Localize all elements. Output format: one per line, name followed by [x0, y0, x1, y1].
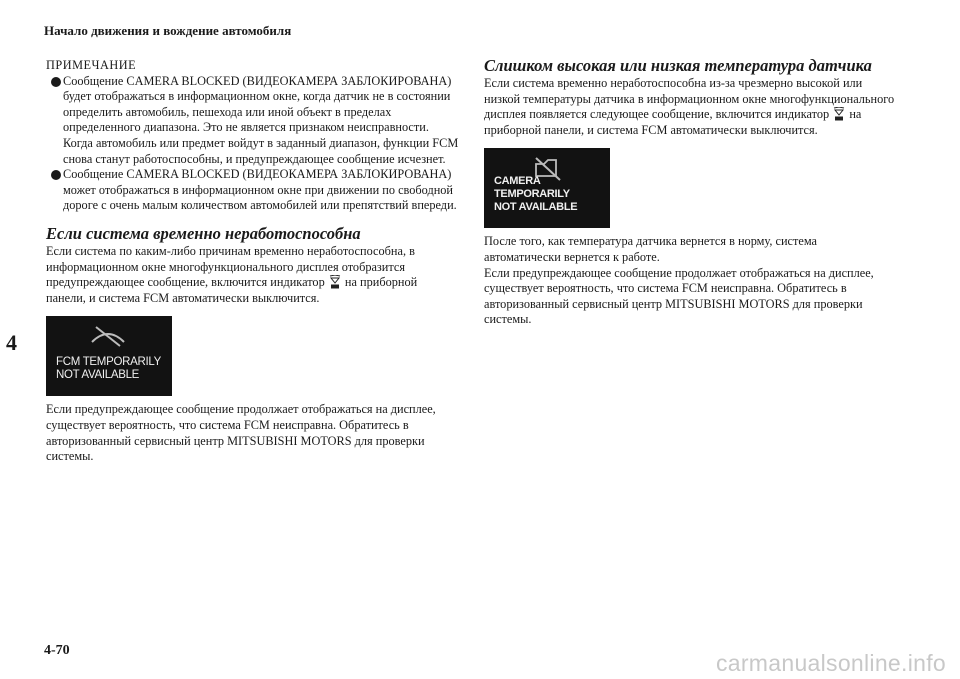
page-header: Начало движения и вождение автомобиля	[44, 23, 292, 38]
paragraph-text: на приборной панели, и система FCM автоматически выключится.	[484, 107, 862, 137]
paragraph-inoperative-intro	[46, 244, 460, 306]
paragraph-temperature-intro	[484, 76, 896, 138]
screen-line-1: FCM TEMPORARILY	[56, 356, 161, 369]
page-number: 4-70	[44, 643, 70, 658]
fcm-crossed-icon	[88, 324, 128, 348]
note-bullet-2	[46, 167, 460, 214]
note-title: ПРИМЕЧАНИЕ	[46, 58, 137, 72]
paragraph-text: Если система временно неработоспособна из-за чрезмерно высокой или низкой температуры датчика в информационном окне многофункционального дисплея появляется следующее сообщение, включится индикатор	[484, 76, 895, 122]
fcm-off-indicator-icon	[328, 275, 342, 289]
left-column	[46, 58, 460, 465]
bullet-dot-icon	[51, 170, 61, 180]
screen-message	[494, 175, 610, 214]
chapter-tab: 4	[6, 330, 17, 355]
fcm-off-indicator-icon	[832, 107, 846, 121]
camera-temporarily-unavailable-screen	[484, 148, 610, 228]
fcm-temporarily-unavailable-screen	[46, 316, 172, 396]
bullet-text: Сообщение CAMERA BLOCKED (ВИДЕОКАМЕРА ЗАБЛОКИРОВАНА) может отображаться в информационном окне при движении по свободной дороге с очень малым количеством автомобилей или препятствий впереди.	[63, 167, 457, 213]
bullet-dot-icon	[51, 77, 61, 87]
screen-line-2: NOT AVAILABLE	[494, 201, 578, 214]
paragraph-auto-recovery: После того, как температура датчика вернется в норму, система автоматически вернется к работе.	[484, 234, 817, 264]
note-bullet-1	[46, 74, 460, 168]
screen-line-1: CAMERA TEMPORARILY	[494, 175, 570, 201]
section-heading-sensor-temperature: Слишком высокая или низкая температура датчика	[484, 56, 872, 75]
paragraph-text: на приборной панели, и система FCM автоматически выключится.	[46, 275, 418, 305]
paragraph-text: Если система по каким-либо причинам временно неработоспособна, в информационном окне многофункционального дисплея отобразится предупреждающее сообщение, включится индикатор	[46, 243, 415, 290]
right-column	[484, 58, 896, 328]
bullet-text: Сообщение CAMERA BLOCKED (ВИДЕОКАМЕРА ЗАБЛОКИРОВАНА) будет отображаться в информационном окне, когда датчик не в состоянии определить автомобиль, пешехода или иной объект в пределах определенного диапазона. Это не является признаком неисправности. Когда автомобиль или предмет войдут в заданный диапазон, функции FCM снова станут работоспособны, и предупреждающее сообщение исчезнет.	[63, 73, 459, 166]
watermark: carmanualsonline.info	[715, 650, 946, 676]
screen-line-2: NOT AVAILABLE	[56, 369, 140, 382]
paragraph-contact-service: Если предупреждающее сообщение продолжает отображаться на дисплее, существует вероятность, что система FCM неисправна. Обратитесь в авторизованный сервисный центр MITSUBISHI MOTORS для проверки системы.	[484, 265, 874, 327]
screen-message	[56, 356, 161, 382]
paragraph-contact-service: Если предупреждающее сообщение продолжает отображаться на дисплее, существует вероятность, что система FCM неисправна. Обратитесь в авторизованный сервисный центр MITSUBISHI MOTORS для проверки системы.	[46, 402, 436, 464]
section-heading-temporarily-inoperative: Если система временно неработоспособна	[46, 223, 361, 243]
